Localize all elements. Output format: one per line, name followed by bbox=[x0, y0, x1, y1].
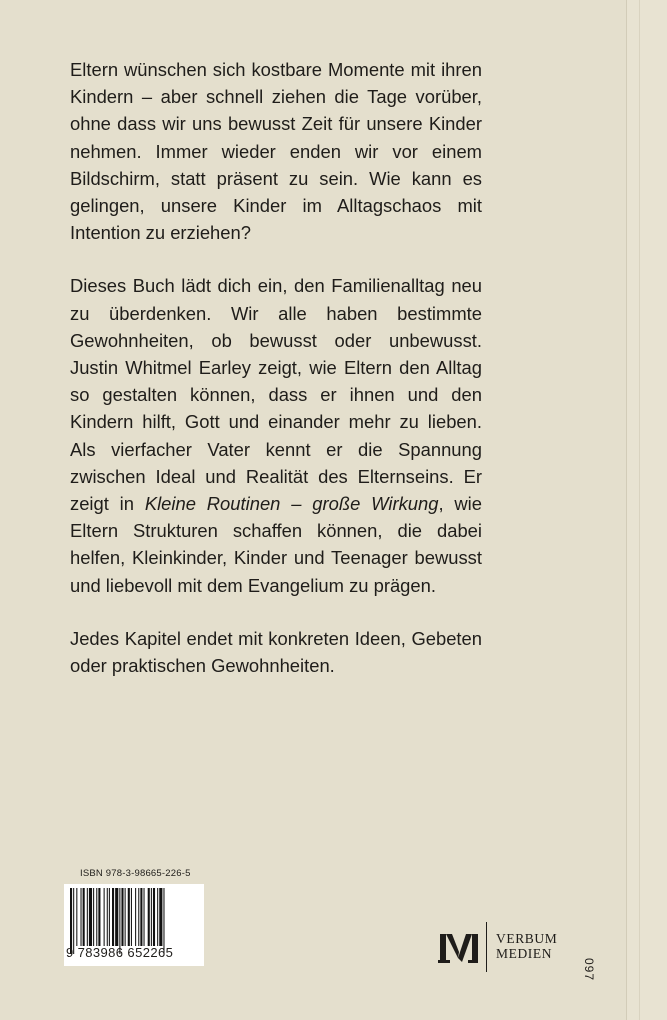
blurb-paragraph-2-text-a: Dieses Buch lädt dich ein, den Familienalltag neu zu überdenken. Wir alle haben bestimmte Gewohnheiten, ob bewusst oder unbewusst. Justin Whitmel Earley zeigt, wie Eltern den Alltag so gestalten können, dass er ihnen und den Kindern hilft, Gott und einander mehr zu lieben. Als vierfacher Vater kennt er die Spannung zwischen Ideal und Realität des Elternseins. Er zeigt in bbox=[70, 275, 482, 515]
book-title-italic: Kleine Routinen – große Wirkung bbox=[144, 493, 439, 515]
publisher-name bbox=[496, 931, 557, 961]
publisher-line-2: MEDIEN bbox=[496, 946, 553, 961]
blurb-paragraph-1: Eltern wünschen sich kostbare Momente mit ihren Kindern – aber schnell ziehen die Tage vorüber, ohne dass wir uns bewusst Zeit für unsere Kinder nehmen. Immer wieder enden wir vor einem Bildschirm, statt präsent zu sein. Wie kann es gelingen, unsere Kinder im Alltagschaos mit Intention zu erziehen? bbox=[70, 59, 482, 244]
barcode-digits: 9 783986 652265 bbox=[66, 945, 174, 960]
blurb-text bbox=[70, 56, 482, 705]
blurb-paragraph-3: Jedes Kapitel endet mit konkreten Ideen, Gebeten oder praktischen Gewohnheiten. bbox=[70, 627, 482, 677]
publisher-logo bbox=[438, 922, 578, 972]
isbn-label: ISBN 978-3-98665-226-5 bbox=[80, 868, 191, 879]
spine-line bbox=[639, 0, 640, 1020]
spine-code: 097 bbox=[582, 958, 596, 982]
blurb-paragraph-2-text-b: , wie Eltern Strukturen schaffen können, die dabei helfen, Kleinkinder, Kinder und Teenager bewusst und liebevoll mit dem Evangelium zu prägen. bbox=[70, 493, 482, 596]
logo-divider bbox=[486, 922, 487, 972]
blurb-paragraph-2 bbox=[70, 272, 482, 598]
verbum-mark-icon bbox=[438, 928, 478, 964]
publisher-line-1: VERBUM bbox=[496, 931, 558, 946]
spine-edge bbox=[626, 0, 667, 1020]
